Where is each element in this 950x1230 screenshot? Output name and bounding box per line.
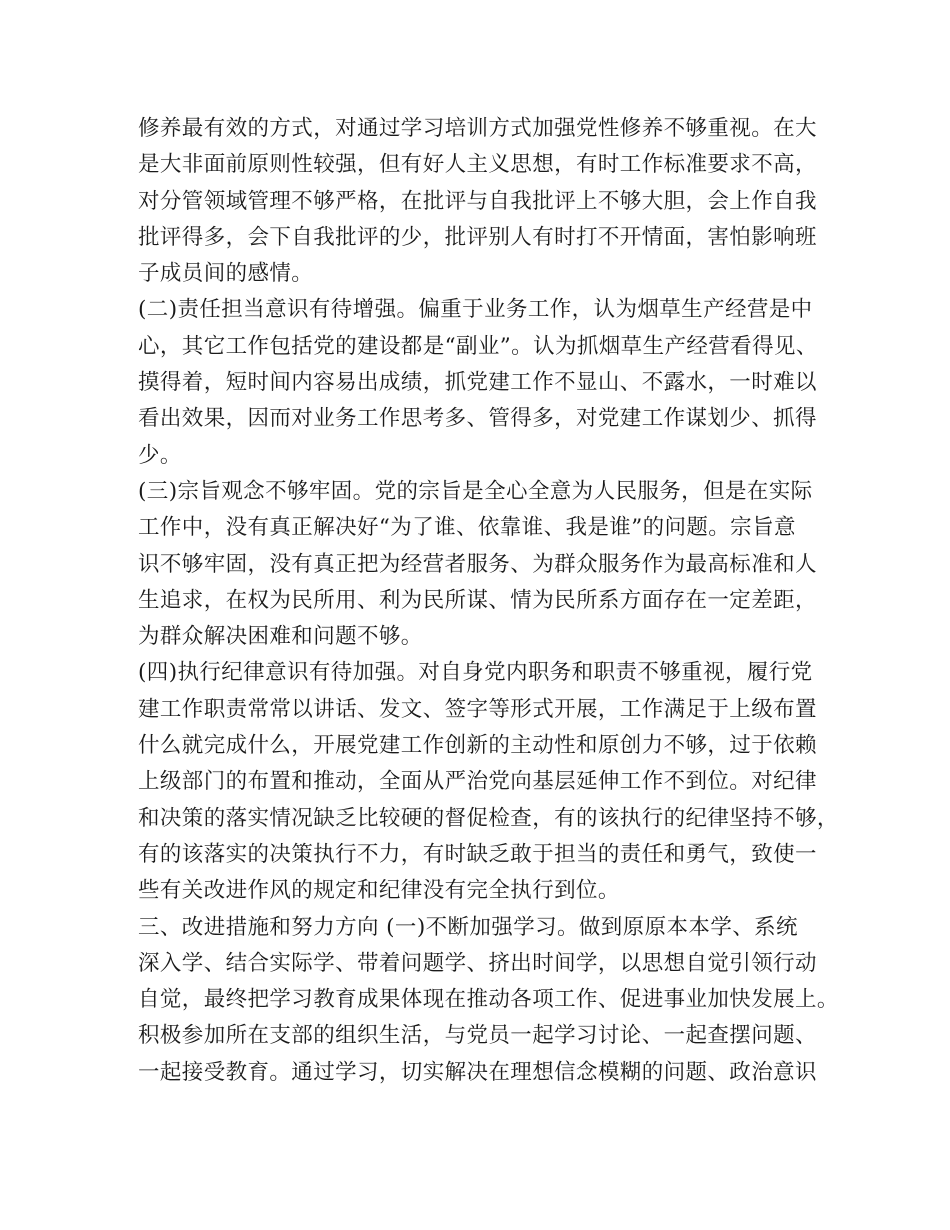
- text-line: 自觉，最终把学习教育成果体现在推动各项工作、促进事业加快发展上。: [138, 987, 839, 1013]
- text-line: 少。: [138, 442, 182, 468]
- text-line: 摸得着，短时间内容易出成绩，抓党建工作不显山、不露水，一时难以: [138, 370, 817, 396]
- section-heading-line: (三)宗旨观念不够牢固。党的宗旨是全心全意为人民服务，但是在实际: [138, 478, 813, 504]
- section-heading-line: (二)责任担当意识有待增强。偏重于业务工作，认为烟草生产经营是中: [138, 297, 813, 323]
- text-line: 是大非面前原则性较强，但有好人主义思想，有时工作标准要求不高，: [138, 152, 817, 178]
- section-heading-line: (四)执行纪律意识有待加强。对自身党内职务和职责不够重视，履行党: [138, 660, 813, 686]
- text-line: 对分管领域管理不够严格，在批评与自我批评上不够大胆，会上作自我: [138, 188, 817, 214]
- text-line: 上级部门的布置和推动，全面从严治党向基层延伸工作不到位。对纪律: [138, 769, 817, 795]
- section-heading-line: 三、改进措施和努力方向 (一)不断加强学习。做到原原本本学、系统: [138, 914, 798, 940]
- text-line: 积极参加所在支部的组织生活，与党员一起学习讨论、一起查摆问题、: [138, 1023, 817, 1049]
- text-line: 子成员间的感情。: [138, 261, 314, 287]
- text-line: 深入学、结合实际学、带着问题学、挤出时间学，以思想自觉引领行动: [138, 950, 817, 976]
- text-line: 修养最有效的方式，对通过学习培训方式加强党性修养不够重视。在大: [138, 116, 817, 141]
- body-text: [138, 111, 838, 1091]
- text-line: 什么就完成什么，开展党建工作创新的主动性和原创力不够，过于依赖: [138, 733, 817, 759]
- text-line: 建工作职责常常以讲话、发文、签字等形式开展，工作满足于上级布置: [138, 696, 817, 722]
- text-line: 为群众解决困难和问题不够。: [138, 624, 423, 650]
- text-line: 些有关改进作风的规定和纪律没有完全执行到位。: [138, 878, 620, 904]
- text-line: 一起接受教育。通过学习，切实解决在理想信念模糊的问题、政治意识: [138, 1059, 817, 1085]
- text-line: 看出效果，因而对业务工作思考多、管得多，对党建工作谋划少、抓得: [138, 406, 817, 432]
- text-line: 识不够牢固，没有真正把为经营者服务、为群众服务作为最高标准和人: [138, 551, 817, 577]
- text-line: 和决策的落实情况缺乏比较硬的督促检查，有的该执行的纪律坚持不够，: [138, 805, 839, 831]
- text-line: 有的该落实的决策执行不力，有时缺乏敢于担当的责任和勇气，致使一: [138, 841, 817, 867]
- text-line: 工作中，没有真正解决好“为了谁、依靠谁、我是谁”的问题。宗旨意: [138, 515, 796, 541]
- text-line: 心，其它工作包括党的建设都是“副业”。认为抓烟草生产经营看得见、: [138, 333, 818, 359]
- text-line: 批评得多，会下自我批评的少，批评别人有时打不开情面，害怕影响班: [138, 224, 817, 250]
- text-line: 生追求，在权为民所用、利为民所谋、情为民所系方面存在一定差距，: [138, 587, 817, 613]
